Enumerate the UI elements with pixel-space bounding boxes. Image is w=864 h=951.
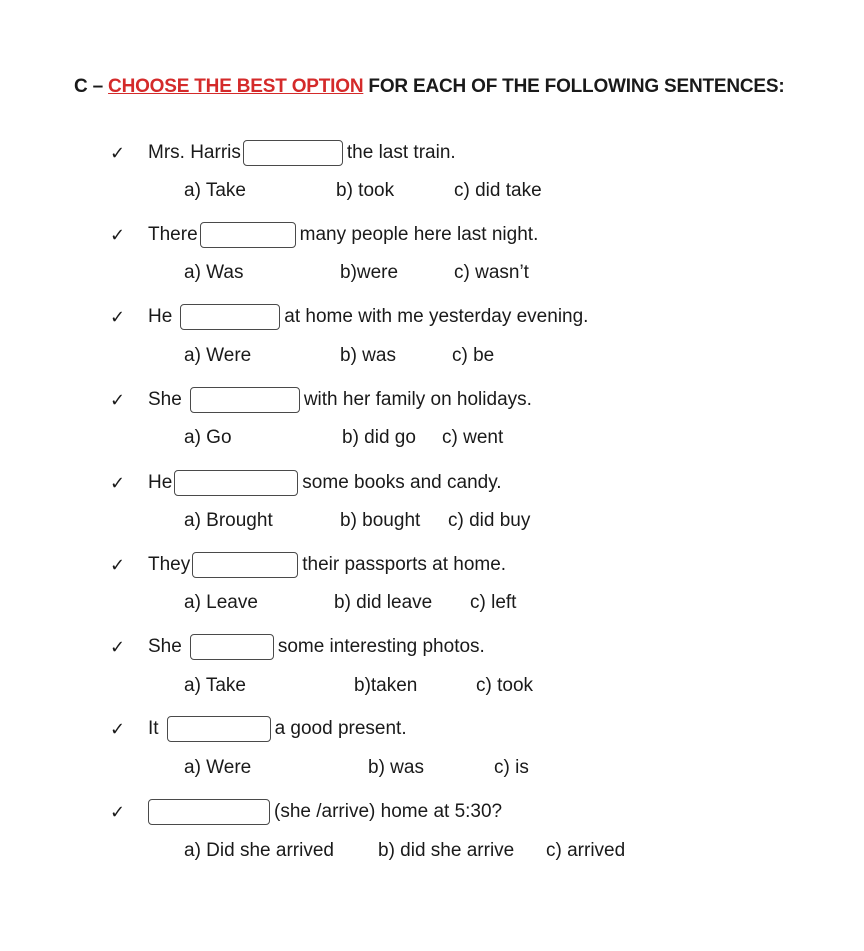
checkmark-icon: ✓ — [110, 637, 126, 657]
question-5 — [110, 468, 502, 494]
option-c[interactable]: c) did take — [454, 180, 542, 201]
checkmark-icon: ✓ — [110, 143, 126, 163]
title-rest: FOR EACH OF THE FOLLOWING SENTENCES: — [363, 76, 785, 97]
question-4-after: with her family on holidays. — [303, 389, 532, 410]
question-4-blank[interactable] — [190, 387, 300, 413]
question-5-blank[interactable] — [174, 470, 298, 496]
option-a[interactable]: a) Did she arrived — [184, 840, 334, 861]
question-9-after: (she /arrive) home at 5:30? — [274, 801, 503, 822]
exercise-title — [74, 76, 785, 98]
question-7 — [110, 632, 485, 658]
question-8 — [110, 714, 407, 740]
title-highlight: CHOOSE THE BEST OPTION — [108, 76, 364, 97]
option-b[interactable]: b)taken — [354, 675, 418, 696]
question-1-before: Mrs. Harris — [148, 142, 241, 163]
title-prefix: C – — [74, 76, 109, 97]
question-3 — [110, 302, 588, 328]
checkmark-icon: ✓ — [110, 719, 126, 739]
question-4-before: She — [148, 389, 182, 410]
question-2-blank[interactable] — [200, 222, 296, 248]
option-b[interactable]: b) did she arrive — [378, 840, 515, 861]
option-c[interactable]: c) left — [470, 592, 517, 613]
checkmark-icon: ✓ — [110, 307, 126, 327]
option-a[interactable]: a) Take — [184, 180, 246, 201]
question-3-before: He — [148, 306, 173, 327]
option-c[interactable]: c) be — [452, 345, 495, 366]
option-c[interactable]: c) went — [442, 427, 504, 448]
question-5-before: He — [148, 472, 173, 493]
question-9-blank[interactable] — [148, 799, 270, 825]
option-a[interactable]: a) Were — [184, 345, 252, 366]
question-2 — [110, 220, 538, 246]
option-a[interactable]: a) Take — [184, 675, 246, 696]
question-6-blank[interactable] — [192, 552, 298, 578]
checkmark-icon: ✓ — [110, 225, 126, 245]
question-1-blank[interactable] — [243, 140, 343, 166]
question-2-before: There — [148, 224, 198, 245]
question-6-before: They — [148, 554, 191, 575]
option-b[interactable]: b)were — [340, 262, 399, 283]
option-c[interactable]: c) arrived — [546, 840, 626, 861]
option-c[interactable]: c) is — [494, 757, 529, 778]
checkmark-icon: ✓ — [110, 390, 126, 410]
question-7-blank[interactable] — [190, 634, 274, 660]
option-a[interactable]: a) Leave — [184, 592, 258, 613]
question-4 — [110, 385, 532, 411]
question-8-blank[interactable] — [167, 716, 271, 742]
question-8-before: It — [148, 718, 159, 739]
question-3-blank[interactable] — [180, 304, 280, 330]
question-1-after: the last train. — [346, 142, 456, 163]
option-c[interactable]: c) took — [476, 675, 534, 696]
question-6-after: their passports at home. — [302, 554, 507, 575]
question-8-after: a good present. — [274, 718, 407, 739]
option-a[interactable]: a) Go — [184, 427, 232, 448]
checkmark-icon: ✓ — [110, 555, 126, 575]
option-b[interactable]: b) did leave — [334, 592, 433, 613]
option-b[interactable]: b) bought — [340, 510, 421, 531]
question-3-after: at home with me yesterday evening. — [284, 306, 589, 327]
option-a[interactable]: a) Was — [184, 262, 244, 283]
question-2-after: many people here last night. — [299, 224, 539, 245]
option-c[interactable]: c) wasn’t — [454, 262, 529, 283]
question-1 — [110, 138, 456, 164]
checkmark-icon: ✓ — [110, 802, 126, 822]
option-a[interactable]: a) Were — [184, 757, 252, 778]
question-7-after: some interesting photos. — [277, 636, 485, 657]
option-a[interactable]: a) Brought — [184, 510, 273, 531]
question-9 — [110, 797, 502, 823]
question-5-after: some books and candy. — [302, 472, 502, 493]
option-b[interactable]: b) took — [336, 180, 395, 201]
option-b[interactable]: b) was — [368, 757, 424, 778]
option-c[interactable]: c) did buy — [448, 510, 531, 531]
option-b[interactable]: b) was — [340, 345, 396, 366]
question-6 — [110, 550, 506, 576]
option-b[interactable]: b) did go — [342, 427, 416, 448]
question-7-before: She — [148, 636, 182, 657]
checkmark-icon: ✓ — [110, 473, 126, 493]
